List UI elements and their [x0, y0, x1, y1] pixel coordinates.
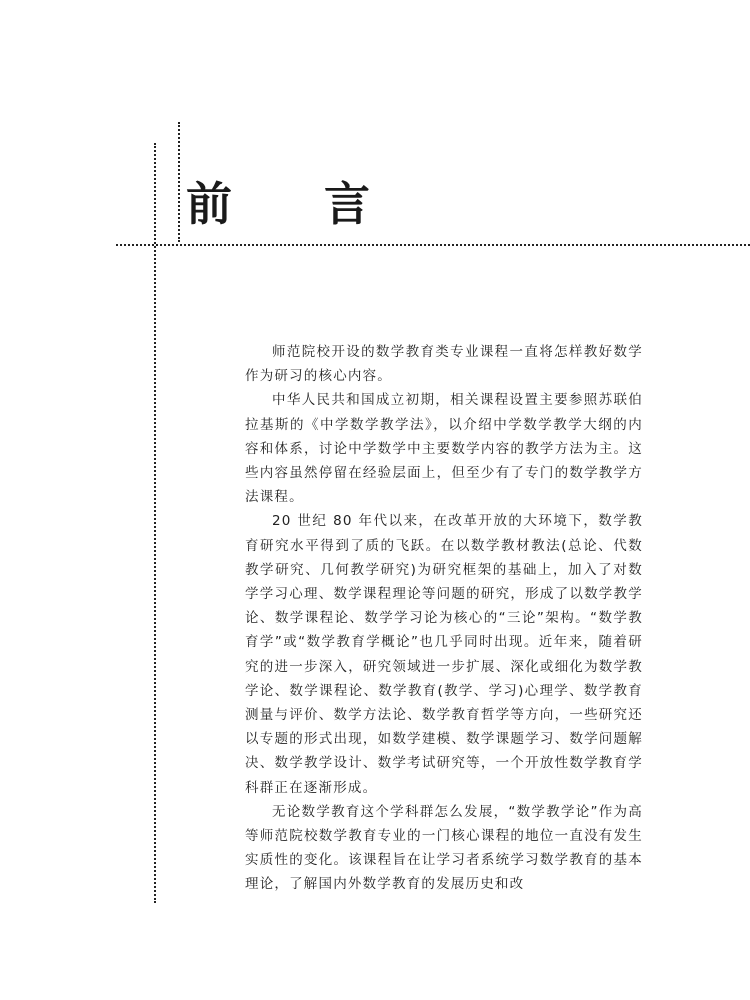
paragraph: 中华人民共和国成立初期，相关课程设置主要参照苏联伯拉基斯的《中学数学教学法》，以介绍中学数学教学大纲的内容和体系，讨论中学数学中主要数学内容的教学方法为主。这些内容虽然停留在经验层面上，但至少有了专门的数学教学方法课程。: [245, 392, 643, 506]
preface-body: [245, 340, 643, 897]
paragraph: 20 世纪 80 年代以来，在改革开放的大环境下，数学教育研究水平得到了质的飞跃。在以数学教材教法(总论、代数教学研究、几何教学研究)为研究框架的基础上，加入了对数学学习心理、数学课程理论等问题的研究，形成了以数学教学论、数学课程论、数学学习论为核心的“三论”架构。“数学教育学”或“数学教育学概论”也几乎同时出现。近年来，随着研究的进一步深入，研究领域进一步扩展、深化或细化为数学教学论、数学课程论、数学教育(教学、学习)心理学、数学教育测量与评价、数学方法论、数学教育哲学等方向，一些研究还以专题的形式出现，如数学建模、数学课题学习、数学问题解决、数学教学设计、数学考试研究等，一个开放性数学教育学科群正在逐渐形成。: [245, 513, 643, 796]
header-dotted-horizontal-line: [116, 244, 750, 246]
page-title: 前 言: [186, 177, 409, 231]
paragraph: 无论数学教育这个学科群怎么发展，“数学教学论”作为高等师范院校数学教育专业的一门核心课程的地位一直没有发生实质性的变化。该课程旨在让学习者系统学习数学教育的基本理论，了解国内外数学教育的发展历史和改: [245, 803, 643, 893]
paragraph: 师范院校开设的数学教育类专业课程一直将怎样教好数学作为研习的核心内容。: [245, 344, 643, 385]
title-dotted-vertical-line: [178, 122, 180, 242]
margin-dotted-vertical-line: [154, 143, 156, 903]
